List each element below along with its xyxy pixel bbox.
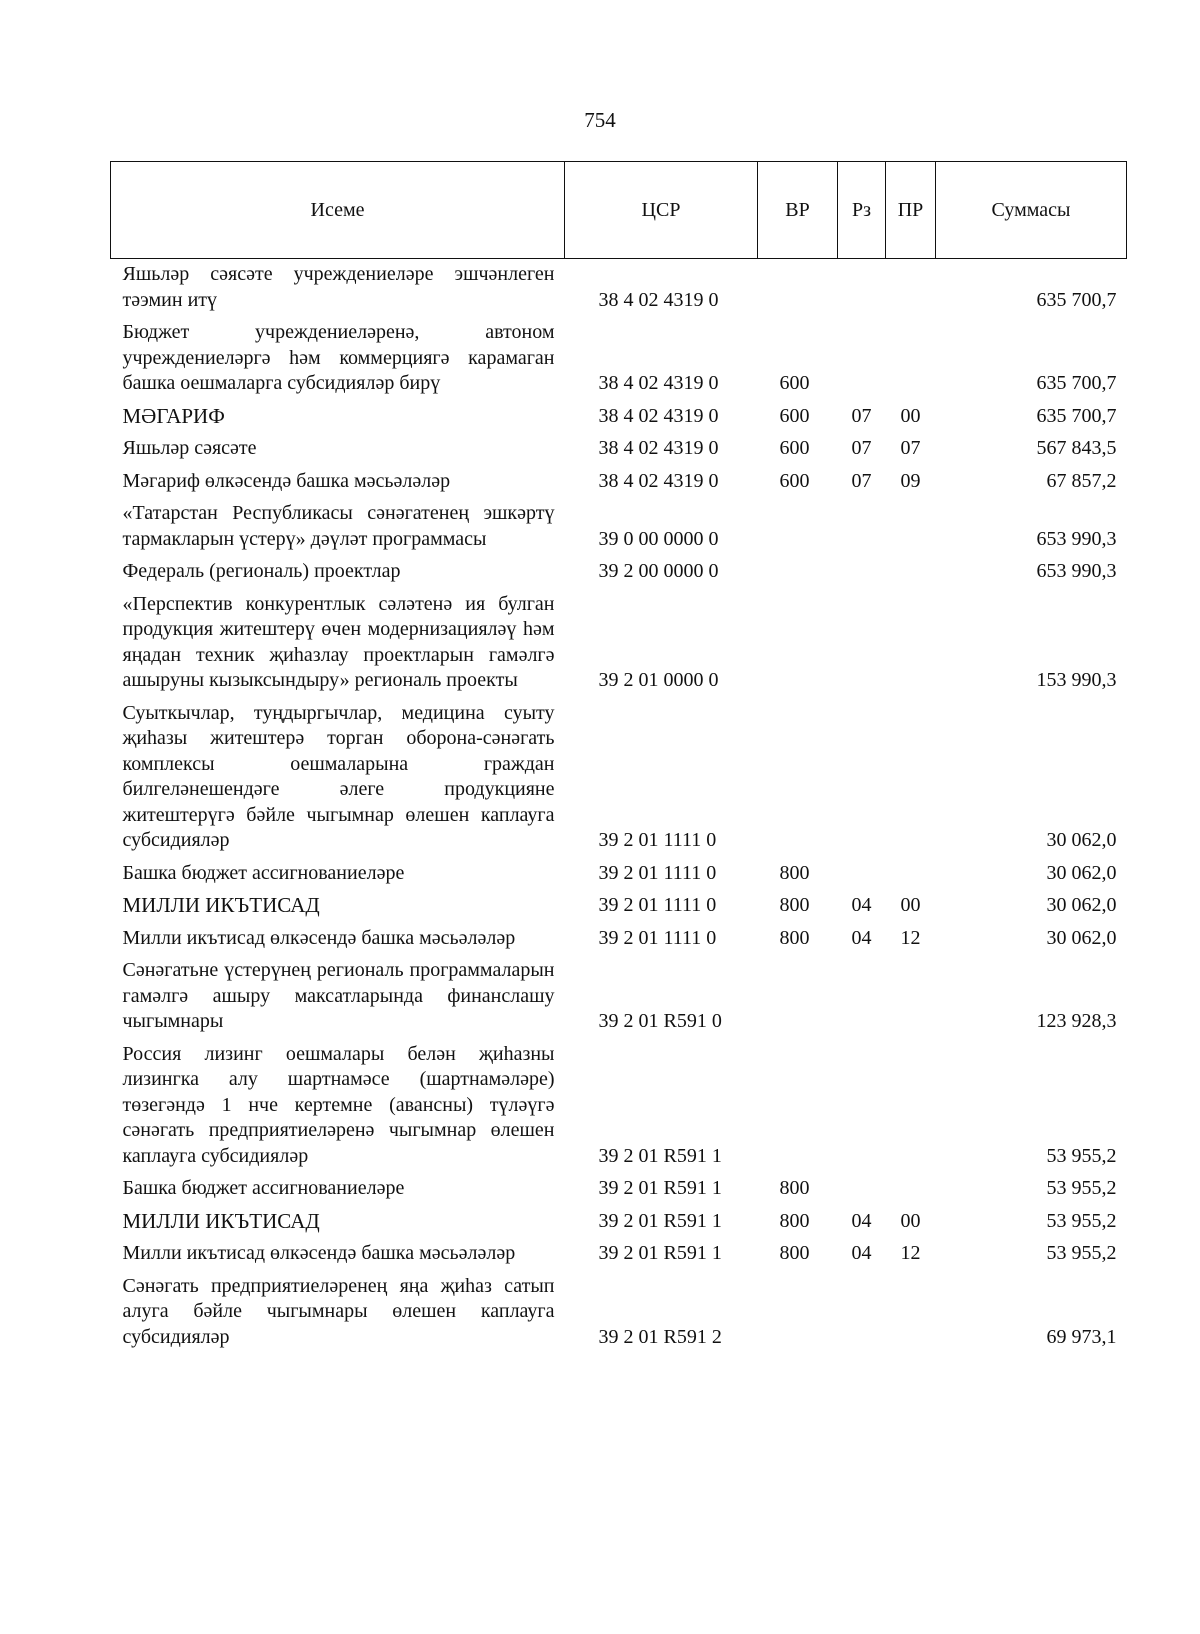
- cell-name: Башка бюджет ассигнованиеләре: [122, 861, 405, 884]
- cell-sum: 53 955,2: [1046, 1209, 1117, 1232]
- cell-name: Бюджет учреждениеләренә, автоном учреждениеләргә һәм коммерциягә карамаган башка оешмаларга субсидияләр бирү: [122, 321, 555, 394]
- cell-vr: 800: [779, 1177, 810, 1199]
- cell-csr: 38 4 02 4319 0: [598, 404, 719, 427]
- cell-pr: [886, 951, 936, 1035]
- cell-csr: 39 2 01 R591 1: [598, 1209, 722, 1232]
- cell-rz: [838, 259, 886, 314]
- cell-csr: 39 2 01 R591 1: [598, 1144, 722, 1167]
- cell-rz: [838, 694, 886, 854]
- cell-pr: 12: [900, 926, 921, 949]
- cell-pr: 00: [900, 1209, 921, 1232]
- table-row: [111, 694, 1127, 854]
- cell-csr: 39 2 01 1111 0: [598, 829, 717, 851]
- table-row: [111, 585, 1127, 694]
- cell-sum: 567 843,5: [1036, 437, 1117, 459]
- cell-pr: [886, 694, 936, 854]
- cell-vr: [758, 259, 838, 314]
- table-row: [111, 259, 1127, 314]
- cell-pr: 12: [900, 1242, 921, 1264]
- cell-name: МИЛЛИ ИКЪТИСАД: [122, 1208, 320, 1233]
- cell-sum: 53 955,2: [1046, 1144, 1117, 1167]
- table-row: [111, 919, 1127, 952]
- cell-rz: 04: [851, 894, 872, 916]
- cell-name: Башка бюджет ассигнованиеләре: [122, 1177, 405, 1199]
- table-row: [111, 462, 1127, 495]
- cell-vr: [758, 585, 838, 694]
- header-sum: Суммасы: [936, 162, 1127, 259]
- cell-sum: 653 990,3: [1036, 527, 1117, 550]
- cell-name: Федераль (региональ) проектлар: [122, 560, 401, 582]
- header-rz: Рз: [838, 162, 886, 259]
- cell-rz: 04: [851, 926, 872, 949]
- cell-rz: [838, 1267, 886, 1351]
- cell-name: Сәнәгать предприятиеләренең яңа җиһаз сатып алуга бәйле чыгымнары өлешен каплауга субсидияләр: [122, 1274, 555, 1348]
- cell-sum: 30 062,0: [1046, 861, 1117, 884]
- cell-name: Суыткычлар, туңдыргычлар, медицина суыту җиһазы житештерә торган оборона-сәнәгать комплексы оешмаларына граждан билгеләнешендәге әлеге продукцияне житештерүгә бәйле чыгымнар өлешен каплауга субсидияләр: [122, 701, 555, 851]
- table-row: [111, 313, 1127, 397]
- cell-sum: 635 700,7: [1036, 404, 1117, 427]
- cell-vr: 600: [779, 437, 810, 459]
- cell-rz: 07: [851, 469, 872, 492]
- cell-pr: [886, 313, 936, 397]
- table-header: [111, 162, 1127, 259]
- cell-csr: 39 2 01 R591 0: [598, 1010, 722, 1032]
- cell-pr: 09: [900, 469, 921, 492]
- cell-csr: 38 4 02 4319 0: [598, 469, 719, 492]
- cell-csr: 38 4 02 4319 0: [598, 288, 719, 311]
- cell-vr: 800: [779, 1242, 810, 1264]
- table-row: [111, 886, 1127, 919]
- cell-rz: [838, 1035, 886, 1170]
- table-row: [111, 1202, 1127, 1235]
- table-row: [111, 1267, 1127, 1351]
- cell-rz: 04: [851, 1242, 872, 1264]
- cell-sum: 30 062,0: [1046, 894, 1117, 916]
- cell-csr: 38 4 02 4319 0: [598, 437, 719, 459]
- cell-vr: [758, 1035, 838, 1170]
- cell-pr: [886, 552, 936, 585]
- table-row: [111, 854, 1127, 887]
- cell-name: Милли икътисад өлкәсендә башка мәсьәләләр: [122, 1242, 516, 1264]
- cell-name: Милли икътисад өлкәсендә башка мәсьәләләр: [122, 926, 516, 949]
- cell-csr: 38 4 02 4319 0: [598, 372, 719, 394]
- cell-rz: [838, 313, 886, 397]
- cell-rz: 07: [851, 404, 872, 427]
- cell-vr: [758, 694, 838, 854]
- cell-rz: 04: [851, 1209, 872, 1232]
- cell-rz: [838, 951, 886, 1035]
- cell-vr: [758, 951, 838, 1035]
- cell-pr: [886, 494, 936, 552]
- table-row: [111, 1234, 1127, 1267]
- cell-pr: [886, 1035, 936, 1170]
- cell-sum: 67 857,2: [1046, 469, 1117, 492]
- cell-pr: 00: [900, 404, 921, 427]
- header-csr: ЦСР: [565, 162, 758, 259]
- cell-csr: 39 2 01 1111 0: [598, 861, 717, 884]
- cell-vr: 800: [779, 894, 810, 916]
- cell-pr: [886, 1169, 936, 1202]
- cell-name: Сәнәгатьне үстерүнең региональ программаларын гамәлгә ашыру максатларында финанслашу чыгымнары: [122, 959, 555, 1032]
- cell-rz: [838, 494, 886, 552]
- cell-sum: 153 990,3: [1036, 669, 1117, 691]
- cell-vr: [758, 552, 838, 585]
- cell-name: Мәгариф өлкәсендә башка мәсьәләләр: [122, 469, 451, 492]
- cell-sum: 30 062,0: [1046, 926, 1117, 949]
- cell-rz: [838, 585, 886, 694]
- cell-name: Яшьләр сәясәте учреждениеләре эшчәнлеген тәэмин итү: [122, 263, 555, 311]
- cell-sum: 635 700,7: [1036, 288, 1117, 311]
- cell-pr: [886, 854, 936, 887]
- cell-pr: [886, 1267, 936, 1351]
- cell-name: Яшьләр сәясәте: [122, 437, 257, 459]
- cell-sum: 69 973,1: [1046, 1325, 1117, 1348]
- cell-sum: 30 062,0: [1046, 829, 1117, 851]
- table-row: [111, 397, 1127, 430]
- cell-vr: [758, 1267, 838, 1351]
- cell-csr: 39 2 01 R591 1: [598, 1242, 722, 1264]
- cell-csr: 39 2 01 1111 0: [598, 926, 717, 949]
- cell-vr: 800: [779, 926, 810, 949]
- cell-csr: 39 2 01 0000 0: [598, 669, 719, 691]
- header-vr: ВР: [758, 162, 838, 259]
- cell-pr: 00: [900, 894, 921, 916]
- header-row: [111, 162, 1127, 259]
- cell-csr: 39 2 01 R591 1: [598, 1177, 722, 1199]
- cell-sum: 53 955,2: [1046, 1242, 1117, 1264]
- cell-vr: 600: [779, 372, 810, 394]
- cell-csr: 39 2 00 0000 0: [598, 560, 719, 582]
- cell-vr: 600: [779, 469, 810, 492]
- cell-sum: 53 955,2: [1046, 1177, 1117, 1199]
- cell-rz: [838, 1169, 886, 1202]
- cell-sum: 635 700,7: [1036, 372, 1117, 394]
- table-row: [111, 494, 1127, 552]
- cell-name: «Перспектив конкурентлык сәләтенә ия булган продукция житештерү өчен модернизацияләү һәм яңадан техник җиһазлау проектларын гамәлгә ашыруны кызыксындыру» региональ проекты: [122, 592, 555, 691]
- table-body: [111, 259, 1127, 1351]
- cell-rz: [838, 854, 886, 887]
- cell-rz: 07: [851, 437, 872, 459]
- cell-csr: 39 0 00 0000 0: [598, 527, 719, 550]
- table-row: [111, 951, 1127, 1035]
- cell-vr: [758, 494, 838, 552]
- cell-csr: 39 2 01 R591 2: [598, 1325, 722, 1348]
- page-number: 754: [584, 108, 616, 132]
- cell-name: Россия лизинг оешмалары белән җиһазны лизингка алу шартнамәсе (шартнамәләре) төзегәндә 1 нче кертемне (авансны) түләүгә сәнәгать предприятиеләренә чыгымнар өлешен каплауга субсидияләр: [122, 1042, 555, 1167]
- cell-sum: 123 928,3: [1036, 1010, 1117, 1032]
- cell-sum: 653 990,3: [1036, 560, 1117, 582]
- cell-name: МИЛЛИ ИКЪТИСАД: [122, 893, 320, 917]
- cell-pr: [886, 585, 936, 694]
- cell-name: «Татарстан Республикасы сәнәгатенең эшкәртү тармакларын үстерү» дәүләт программасы: [122, 502, 555, 550]
- cell-rz: [838, 552, 886, 585]
- header-name: Исеме: [111, 162, 565, 259]
- table-row: [111, 1169, 1127, 1202]
- cell-pr: [886, 259, 936, 314]
- cell-vr: 800: [779, 861, 810, 884]
- cell-vr: 600: [779, 404, 810, 427]
- cell-vr: 800: [779, 1209, 810, 1232]
- cell-pr: 07: [900, 437, 921, 459]
- header-pr: ПР: [886, 162, 936, 259]
- cell-csr: 39 2 01 1111 0: [598, 894, 717, 916]
- cell-name: МӘГАРИФ: [122, 403, 225, 428]
- table-row: [111, 1035, 1127, 1170]
- table-row: [111, 552, 1127, 585]
- table-row: [111, 429, 1127, 462]
- budget-table: [110, 161, 1127, 1350]
